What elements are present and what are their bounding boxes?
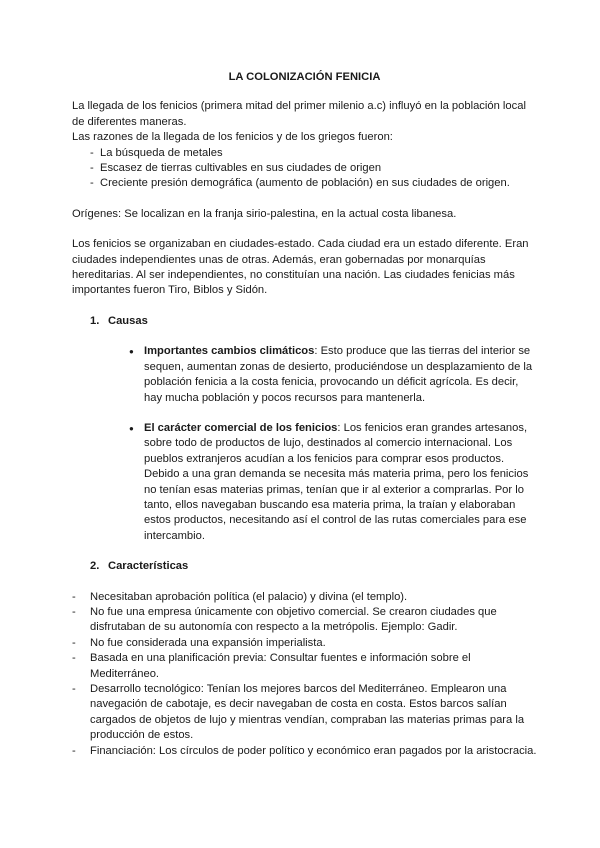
characteristics-list [72,590,537,759]
list-item: - Desarrollo tecnológico: Tenían los mejores barcos del Mediterráneo. Emplearon una navegación de cabotaje, es decir navegaban de costa en costa. Estos barcos salían cargados de objetos de lujo y mientras vendían, compraban las materias primas para la producción de estos. [72,682,537,744]
origins-paragraph: Orígenes: Se localizan en la franja sirio-palestina, en la actual costa libanesa. [72,207,457,220]
cause-text: : Los fenicios eran grandes artesanos, sobre todo de productos de lujo, destinados al comercio internacional. Los pueblos extranjeros acudían a los fenicios para comprar esos productos. Debido a una gran demanda se necesita más materia prima, pero los fenicios no tenían esas materias primas, tenían que ir al exterior a comprarlas. Por lo tanto, ellos navegaban buscando esa materia prima, la traían y elaboraban estos productos, necesitando así el control de las rutas comerciales para ese intercambio. [144,421,529,542]
cause-bold-label: El carácter comercial de los fenicios [144,421,338,434]
intro-paragraph: La llegada de los fenicios (primera mitad del primer milenio a.c) influyó en la población local de diferentes maneras. [72,100,526,128]
reasons-list [72,146,537,192]
list-item: - Escasez de tierras cultivables en sus ciudades de origen [72,161,537,176]
cause-bold-label: Importantes cambios climáticos [144,345,315,358]
list-item: - No fue considerada una expansión imperialista. [72,636,537,651]
list-item: - Financiación: Los círculos de poder político y económico eran pagados por la aristocracia. [72,744,537,759]
list-item: - No fue una empresa únicamente con objetivo comercial. Se crearon ciudades que disfrutaban de su autonomía con respecto a la metrópolis. Ejemplo: Gadir. [72,605,537,636]
causes-number: 1. [90,314,100,327]
list-item [72,421,537,544]
cause-text: : Esto produce que las tierras del interior se sequen, aumentan zonas de desierto, produciéndose un desplazamiento de la población fenicia a la costa fenicia, provocando un déficit agrícola. Es decir, hay mucha población y pocos recursos para mantenerla. [144,345,533,404]
characteristics-heading [72,559,537,574]
list-item: - Basada en una planificación previa: Consultar fuentes e información sobre el Mediterráneo. [72,651,537,682]
organization-paragraph: Los fenicios se organizaban en ciudades-estado. Cada ciudad era un estado diferente. Eran ciudades independientes unas de otras. Además, eran gobernadas por monarquías hereditarias. Al ser independientes, no constituían una nación. Las ciudades fenicias más importantes fueron Tiro, Biblos y Sidón. [72,238,529,297]
characteristics-number: 2. [90,560,100,573]
causes-list [72,344,537,544]
causes-heading [72,314,537,329]
list-item: - La búsqueda de metales [72,146,537,161]
list-item: - Creciente presión demográfica (aumento de población) en sus ciudades de origen. [72,176,537,191]
characteristics-heading-text: Características [108,560,189,573]
reasons-intro: Las razones de la llegada de los fenicios y de los griegos fueron: [72,131,393,144]
causes-heading-text: Causas [108,314,148,327]
list-item: - Necesitaban aprobación política (el palacio) y divina (el templo). [72,590,537,605]
document-title: LA COLONIZACIÓN FENICIA [228,71,381,83]
list-item [72,344,537,406]
document-page [72,70,537,759]
